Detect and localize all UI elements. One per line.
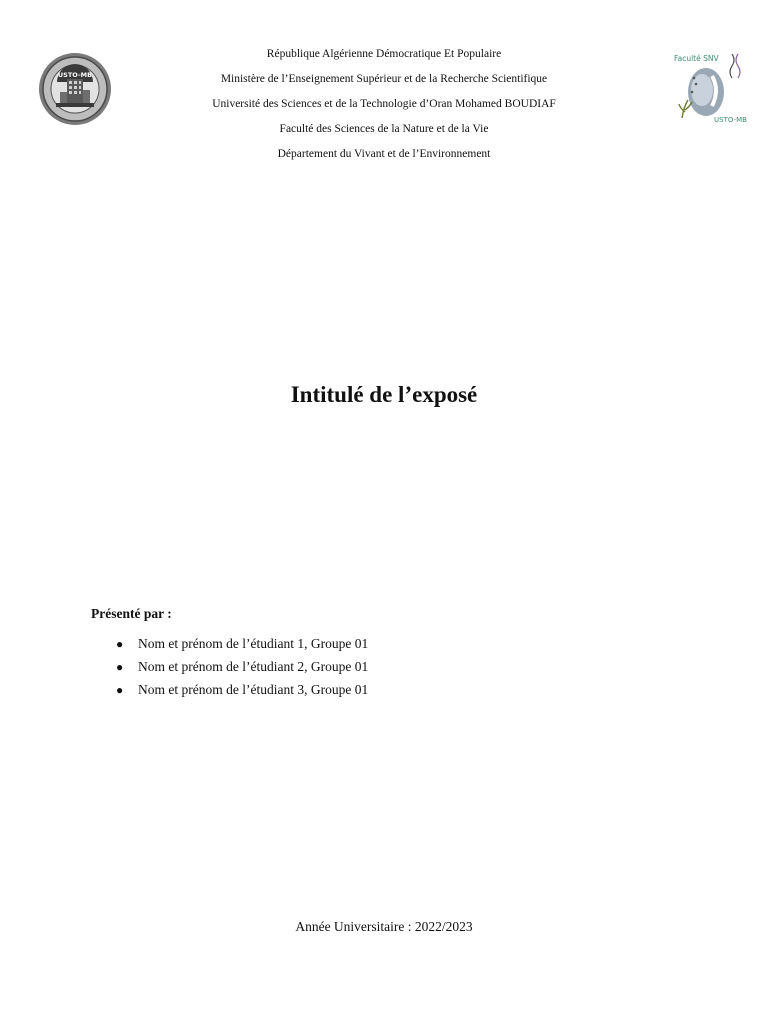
header-line-department: Département du Vivant et de l’Environnement (277, 148, 491, 160)
student-name: Nom et prénom de l’étudiant 1, Groupe 01 (138, 635, 369, 651)
bullet-icon: ● (116, 636, 124, 651)
student-list (116, 632, 368, 701)
faculty-snv-logo-icon (670, 48, 750, 130)
academic-year: Année Universitaire : 2022/2023 (295, 919, 473, 934)
presented-by-label: Présenté par : (91, 606, 172, 621)
svg-text:Faculté SNV: Faculté SNV (674, 54, 719, 63)
header-line-ministry: Ministère de l’Enseignement Supérieur et de la Recherche Scientifique (220, 73, 548, 85)
institution-header (150, 42, 618, 167)
student-name: Nom et prénom de l’étudiant 3, Groupe 01 (138, 681, 369, 697)
student-name: Nom et prénom de l’étudiant 2, Groupe 01 (138, 658, 369, 674)
svg-text:USTO-MB: USTO-MB (57, 71, 93, 79)
header-line-republic: République Algérienne Démocratique Et Populaire (266, 48, 502, 60)
bullet-icon: ● (116, 682, 124, 697)
university-seal-icon (38, 52, 112, 126)
list-item (116, 678, 368, 701)
bullet-icon: ● (116, 659, 124, 674)
presentation-title: Intitulé de l’exposé (290, 382, 478, 407)
list-item (116, 655, 368, 678)
header-line-faculty: Faculté des Sciences de la Nature et de la Vie (279, 123, 489, 135)
svg-text:USTO-MB: USTO-MB (714, 116, 747, 124)
header-line-university: Université des Sciences et de la Technologie d’Oran Mohamed BOUDIAF (212, 98, 556, 110)
list-item (116, 632, 368, 655)
